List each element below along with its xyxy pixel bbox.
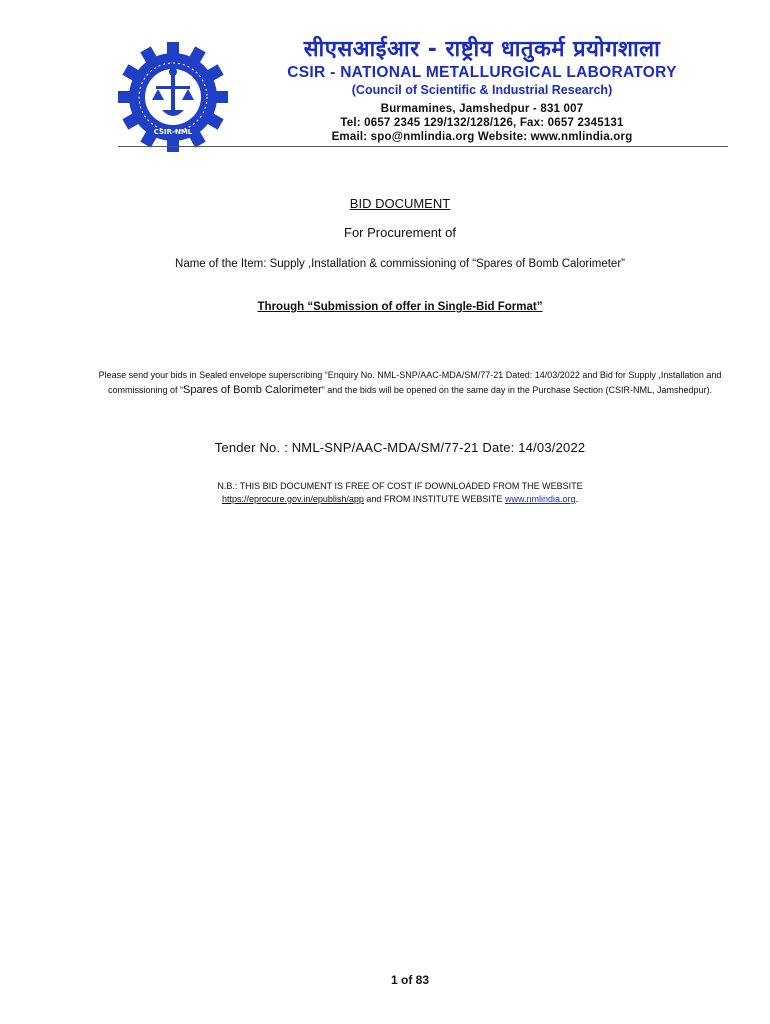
item-name: Name of the Item: Supply ,Installation & commissioning of “Spares of Bomb Calorimeter” (175, 258, 625, 270)
procurement-heading: For Procurement of (344, 225, 456, 240)
page-number: 1 of 83 (390, 973, 429, 987)
nb-end-text: . (575, 494, 578, 504)
letterhead (0, 0, 770, 152)
email-website-line: Email: spo@nmlindia.org Website: www.nmlindia.org (331, 131, 633, 143)
bid-document-title: BID DOCUMENT (349, 196, 451, 211)
council-name: (Council of Scientific & Industrial Research) (351, 83, 613, 97)
instruction-text-start: Please send your bids in Sealed envelope superscribing “Enquiry No. NML-SNP/AAC-MDA/SM/77-21 Dated: 14/03/2022 and Bid for Supply ,Installation and commissioning of “ (98, 370, 722, 395)
organization-name: CSIR - NATIONAL METALLURGICAL LABORATORY (287, 64, 677, 81)
nb-notice (60, 480, 740, 506)
logo-ring-label: CSIR-NML (153, 128, 193, 136)
submission-format: Through “Submission of offer in Single-Bid Format” (257, 301, 543, 313)
eprocure-link[interactable]: https://eprocure.gov.in/epublish/app (221, 494, 364, 504)
nb-line: N.B.: THIS BID DOCUMENT IS FREE OF COST IF DOWNLOADED FROM THE WEBSITE (217, 481, 583, 491)
instruction-item: Spares of Bomb Calorimeter (183, 384, 322, 396)
address-line: Burmamines, Jamshedpur - 831 007 (380, 103, 584, 115)
phone-fax-line: Tel: 0657 2345 129/132/128/126, Fax: 0657 2345131 (340, 117, 624, 129)
hindi-title: सीएसआईआर - राष्ट्रीय धातुकर्म प्रयोगशाला (303, 37, 661, 62)
institute-website-link[interactable]: www.nmlindia.org (504, 494, 576, 504)
bid-instructions (78, 368, 742, 398)
instruction-text-end: ” and the bids will be opened on the same day in the Purchase Section (CSIR-NML, Jamshedpur). (321, 385, 713, 395)
nb-mid-text: and FROM INSTITUTE WEBSITE (363, 494, 505, 504)
letterhead-text (238, 36, 726, 144)
csir-logo-icon (118, 42, 228, 152)
letterhead-divider (118, 146, 728, 147)
tender-number: Tender No. : NML-SNP/AAC-MDA/SM/77-21 Date: 14/03/2022 (214, 440, 586, 455)
nb-link-line (60, 493, 740, 506)
